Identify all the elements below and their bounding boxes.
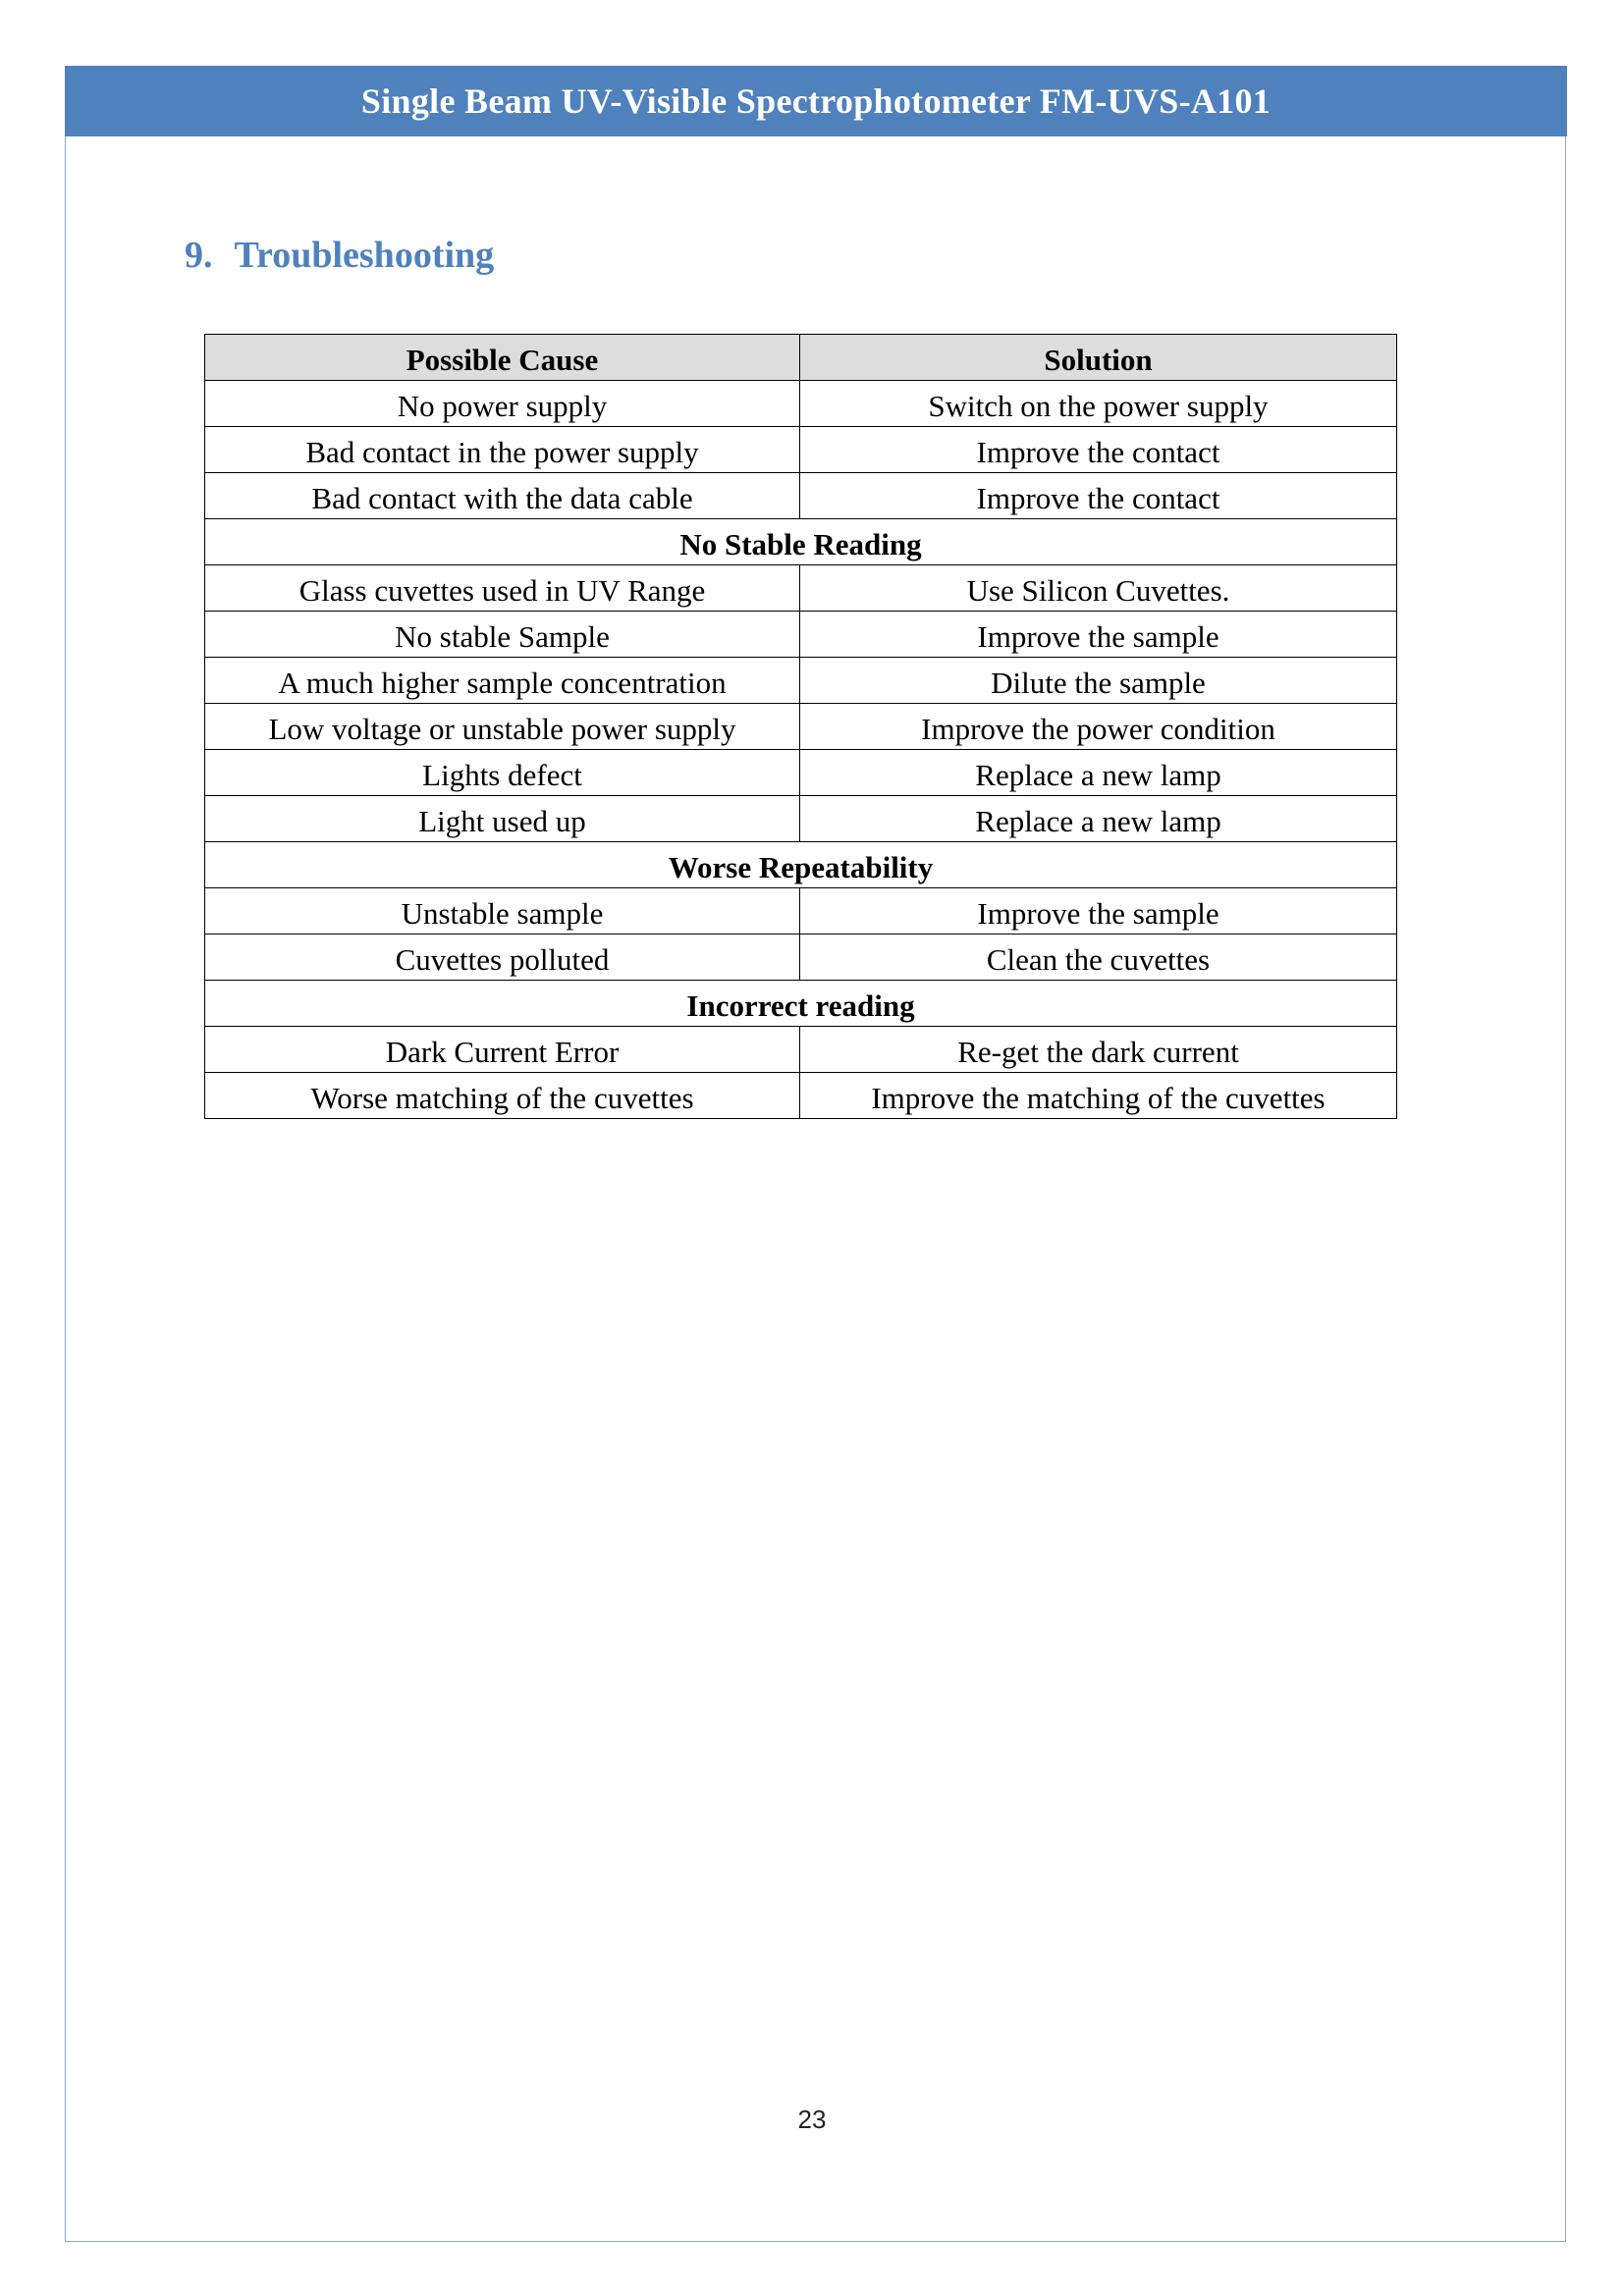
table-row: [205, 427, 1397, 473]
table-body: [205, 381, 1397, 1119]
solution-cell: Replace a new lamp: [800, 750, 1397, 796]
cause-cell: Bad contact with the data cable: [205, 473, 800, 519]
table-row: [205, 658, 1397, 704]
cause-cell: Dark Current Error: [205, 1027, 800, 1073]
table-group-row: [205, 981, 1397, 1027]
cause-cell: Worse matching of the cuvettes: [205, 1073, 800, 1119]
cause-cell: Bad contact in the power supply: [205, 427, 800, 473]
table-row: [205, 473, 1397, 519]
header-band: [65, 66, 1567, 136]
solution-cell: Improve the sample: [800, 612, 1397, 658]
group-label: No Stable Reading: [205, 519, 1397, 565]
cause-cell: Glass cuvettes used in UV Range: [205, 565, 800, 612]
table-group-row: [205, 519, 1397, 565]
table-row: [205, 796, 1397, 842]
section-title: Troubleshooting: [234, 235, 495, 276]
solution-cell: Improve the power condition: [800, 704, 1397, 750]
section-number: 9.: [185, 235, 213, 276]
cause-cell: No power supply: [205, 381, 800, 427]
column-header-cause: Possible Cause: [205, 335, 800, 381]
solution-cell: Re-get the dark current: [800, 1027, 1397, 1073]
table-row: [205, 565, 1397, 612]
troubleshooting-table: [204, 334, 1397, 1119]
section-heading: [185, 234, 494, 277]
cause-cell: Low voltage or unstable power supply: [205, 704, 800, 750]
cause-cell: A much higher sample concentration: [205, 658, 800, 704]
table-group-row: [205, 842, 1397, 888]
table-row: [205, 934, 1397, 981]
group-label: Incorrect reading: [205, 981, 1397, 1027]
solution-cell: Switch on the power supply: [800, 381, 1397, 427]
solution-cell: Improve the sample: [800, 888, 1397, 934]
table-row: [205, 1073, 1397, 1119]
cause-cell: Unstable sample: [205, 888, 800, 934]
solution-cell: Improve the matching of the cuvettes: [800, 1073, 1397, 1119]
column-header-solution: Solution: [800, 335, 1397, 381]
table-row: [205, 612, 1397, 658]
document-title: Single Beam UV-Visible Spectrophotometer FM-UVS-A101: [360, 81, 1272, 121]
cause-cell: Lights defect: [205, 750, 800, 796]
table-row: [205, 888, 1397, 934]
table-header-row: [205, 335, 1397, 381]
table-row: [205, 1027, 1397, 1073]
solution-cell: Improve the contact: [800, 473, 1397, 519]
group-label: Worse Repeatability: [205, 842, 1397, 888]
solution-cell: Use Silicon Cuvettes.: [800, 565, 1397, 612]
solution-cell: Dilute the sample: [800, 658, 1397, 704]
page-number: 23: [797, 2105, 827, 2134]
table-row: [205, 704, 1397, 750]
solution-cell: Replace a new lamp: [800, 796, 1397, 842]
cause-cell: No stable Sample: [205, 612, 800, 658]
table-row: [205, 381, 1397, 427]
table-row: [205, 750, 1397, 796]
solution-cell: Clean the cuvettes: [800, 934, 1397, 981]
cause-cell: Cuvettes polluted: [205, 934, 800, 981]
solution-cell: Improve the contact: [800, 427, 1397, 473]
cause-cell: Light used up: [205, 796, 800, 842]
